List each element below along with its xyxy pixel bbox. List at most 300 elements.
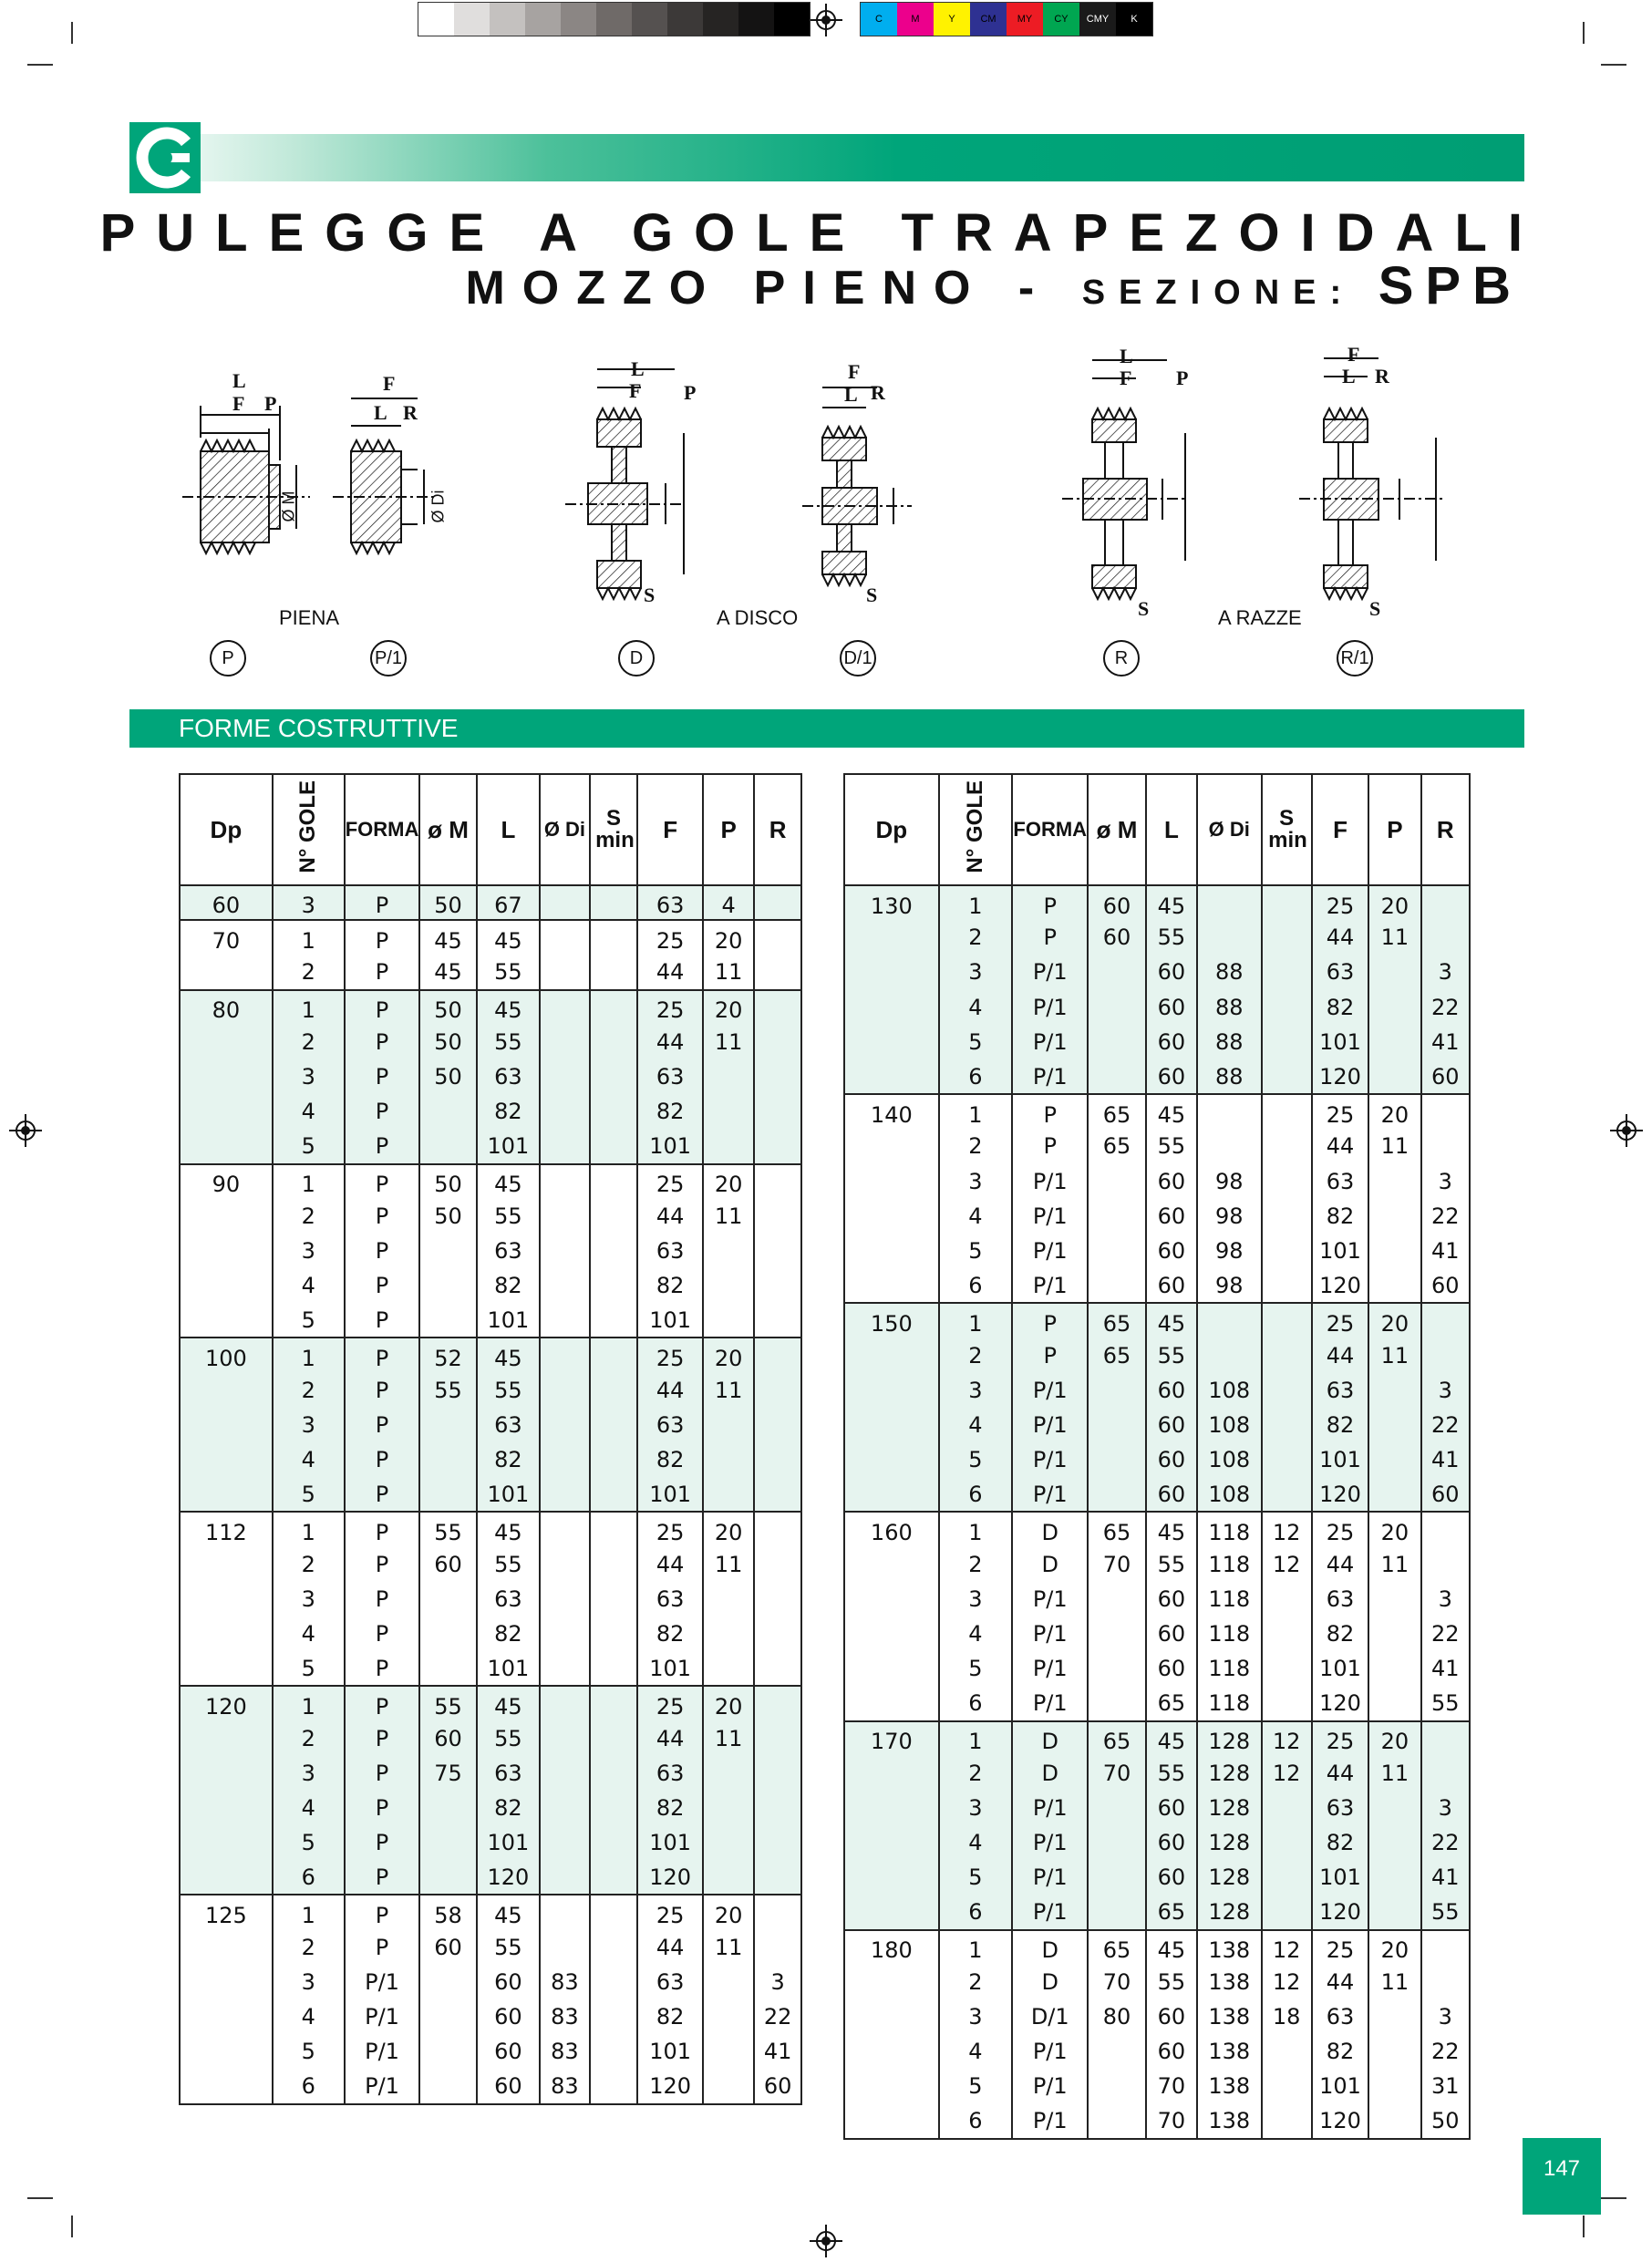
cell-l: 45 [477,990,541,1025]
cell-p [1368,2104,1420,2139]
cell-di: 128 [1197,1825,1261,1860]
cell-dp [180,1442,273,1477]
cell-f: 82 [637,1442,702,1477]
cell-smin [590,1338,638,1372]
table-row [180,1373,801,1408]
cell-m [1088,990,1145,1025]
cell-l: 45 [477,1686,541,1720]
cell-smin [1262,990,1312,1025]
cell-p [703,1791,754,1825]
dim-label-F: F [232,392,245,415]
dim-label-F: F [1347,343,1360,366]
cell-gole: 1 [939,1721,1013,1756]
dim-label-S: S [1369,597,1381,620]
cell-gole: 2 [273,1547,345,1582]
cell-l: 60 [1146,1268,1197,1303]
cell-gole: 3 [273,1234,345,1268]
cell-p [1368,1825,1420,1860]
cell-l: 67 [477,885,541,920]
cell-di [1197,920,1261,955]
dim-label-P: P [1176,367,1189,389]
table-row [180,1651,801,1686]
cell-m [1088,1408,1145,1442]
cell-smin [590,955,638,989]
cell-f: 101 [637,2034,702,2069]
cell-r: 60 [1421,1477,1470,1512]
table-row [844,1408,1470,1442]
cell-dp [844,1756,939,1791]
cell-r: 3 [1421,1582,1470,1616]
cell-l: 70 [1146,2104,1197,2139]
cell-di: 108 [1197,1442,1261,1477]
cell-forma: P [1012,1094,1088,1129]
cell-f: 101 [637,1303,702,1338]
cell-l: 60 [477,1965,541,1999]
cell-f: 101 [637,1129,702,1163]
cell-m: 80 [1088,1999,1145,2034]
subtitle-section-label: SEZIONE: [1081,274,1378,312]
cell-l: 60 [1146,1408,1197,1442]
cell-di [540,1825,590,1860]
cell-m [419,1791,476,1825]
crop-mark [27,64,53,66]
crop-mark [1583,22,1585,44]
cmyk-swatch: CY [1043,3,1079,36]
cell-p [703,1651,754,1686]
col-header-di: Ø Di [540,774,590,885]
cell-l: 60 [1146,1025,1197,1059]
cell-r [754,1408,801,1442]
cell-smin [1262,920,1312,955]
cell-f: 82 [637,1791,702,1825]
cell-f: 120 [1312,1059,1368,1094]
cell-r: 22 [1421,1825,1470,1860]
cell-f: 63 [1312,1791,1368,1825]
cell-forma: P [345,1721,420,1756]
cell-p [1368,1059,1420,1094]
cell-m [1088,1164,1145,1199]
cell-r [754,1059,801,1094]
cell-forma: P [345,1094,420,1129]
cell-p [703,1094,754,1129]
cell-r: 3 [1421,1373,1470,1408]
cell-r [1421,885,1470,920]
cell-r [1421,1547,1470,1582]
crop-mark [1583,2216,1585,2237]
cell-r [1421,1303,1470,1338]
table-row [844,1547,1470,1582]
cell-di: 138 [1197,1965,1261,1999]
cell-l: 60 [1146,1999,1197,2034]
cell-forma: P [1012,1303,1088,1338]
cell-smin [590,1129,638,1163]
crop-mark [1601,2197,1626,2199]
cell-di [540,1373,590,1408]
cell-gole: 1 [273,1895,345,1929]
cell-l: 60 [1146,990,1197,1025]
cell-f: 25 [1312,885,1368,920]
cell-m [419,1965,476,1999]
gray-swatch [703,3,738,36]
cell-p: 11 [1368,1547,1420,1582]
cell-f: 63 [637,1234,702,1268]
cell-forma: P [345,1303,420,1338]
group-label-a-razze: A RAZZE [1218,606,1302,629]
cell-gole: 1 [273,1338,345,1372]
cell-r [1421,1512,1470,1546]
cell-m [419,1825,476,1860]
table-row [844,1059,1470,1094]
cell-f: 120 [1312,1895,1368,1929]
cell-f: 120 [637,2069,702,2103]
cell-forma: P [345,1199,420,1234]
cell-smin [590,1442,638,1477]
cell-smin [1262,2069,1312,2103]
cell-di [540,1338,590,1372]
cell-l: 65 [1146,1895,1197,1929]
cell-f: 101 [1312,1234,1368,1268]
dimensions-table-right [843,773,1471,2140]
table-row [180,920,801,955]
cell-p: 20 [703,1164,754,1199]
cell-dp [844,1059,939,1094]
col-header-di: Ø Di [1197,774,1261,885]
cell-p: 11 [703,1025,754,1059]
cell-smin [590,1303,638,1338]
table-row [844,1094,1470,1129]
cell-l: 60 [1146,1825,1197,1860]
cell-l: 63 [477,1408,541,1442]
table-row [844,1999,1470,2034]
cell-dp: 100 [180,1338,273,1372]
cell-f: 25 [1312,1303,1368,1338]
cell-forma: P/1 [1012,1199,1088,1234]
cell-f: 63 [637,1408,702,1442]
cell-p [1368,2069,1420,2103]
cell-m: 60 [419,1547,476,1582]
diagram-r [1062,360,1185,599]
gray-swatch [632,3,667,36]
cell-dp [180,1999,273,2034]
cell-l: 60 [1146,2034,1197,2069]
cell-m [1088,1791,1145,1825]
col-header-n-gole [273,774,345,885]
table-row [844,1199,1470,1234]
cell-l: 60 [1146,955,1197,989]
cell-f: 63 [1312,1999,1368,2034]
cell-p [1368,1616,1420,1651]
cell-m [419,1860,476,1895]
cell-forma: D/1 [1012,1999,1088,2034]
cell-forma: P [345,1791,420,1825]
cell-smin [590,990,638,1025]
cell-gole: 4 [273,1791,345,1825]
cell-m [419,1234,476,1268]
cell-l: 101 [477,1129,541,1163]
table-row [844,955,1470,989]
cell-p: 20 [703,1338,754,1372]
cell-smin [590,1756,638,1791]
cell-smin [590,1616,638,1651]
cell-p: 20 [703,990,754,1025]
cell-l: 60 [1146,1373,1197,1408]
cell-smin [590,1860,638,1895]
dp-group [180,990,801,1164]
cell-di [540,885,590,920]
cell-gole: 1 [273,920,345,955]
cell-p [703,1860,754,1895]
cell-gole: 6 [273,2069,345,2103]
col-header-r: R [1421,774,1470,885]
cell-forma: P/1 [1012,1895,1088,1929]
cell-di [540,1651,590,1686]
cell-dp [844,1686,939,1720]
cell-m: 55 [419,1373,476,1408]
cell-dp [844,2034,939,2069]
cell-smin [590,1791,638,1825]
col-header-m: ø M [419,774,476,885]
table-row [844,1930,1470,1965]
cell-m: 65 [1088,1094,1145,1129]
gray-swatch [667,3,703,36]
cell-gole: 3 [939,1582,1013,1616]
cell-dp [844,1338,939,1372]
cell-di [540,1268,590,1303]
cell-forma: P/1 [1012,1791,1088,1825]
cell-r: 22 [1421,2034,1470,2069]
cell-smin [590,1651,638,1686]
cell-m [419,1582,476,1616]
cell-r: 3 [1421,1999,1470,2034]
cell-r: 22 [1421,1408,1470,1442]
cell-forma: P/1 [1012,1373,1088,1408]
cell-f: 25 [1312,1512,1368,1546]
cell-r: 22 [1421,1199,1470,1234]
cell-di: 83 [540,1999,590,2034]
cell-gole: 6 [939,2104,1013,2139]
cell-smin [590,2034,638,2069]
cell-forma: P [345,1651,420,1686]
cell-gole: 5 [273,1825,345,1860]
dim-label-L: L [232,369,246,392]
cell-dp [180,1756,273,1791]
table-row [844,2034,1470,2069]
cell-m: 65 [1088,1721,1145,1756]
cell-forma: P/1 [1012,2034,1088,2069]
cell-r [754,1442,801,1477]
cell-m: 50 [419,1025,476,1059]
cell-gole: 5 [273,1303,345,1338]
cell-m: 65 [1088,1129,1145,1163]
col-header-dp: Dp [844,774,939,885]
cell-forma: P/1 [1012,1651,1088,1686]
diagram-r1 [1299,358,1445,599]
cell-forma: P [345,955,420,989]
cmyk-swatch: CMY [1079,3,1116,36]
col-header-s-min-text: S min [1268,806,1307,852]
cell-di: 138 [1197,2104,1261,2139]
cell-dp [844,1129,939,1163]
table-row [180,1512,801,1546]
dim-label-L: L [844,383,858,406]
cell-l: 45 [477,1164,541,1199]
cell-forma: P [345,1059,420,1094]
cell-smin [590,1164,638,1199]
cell-di: 88 [1197,1025,1261,1059]
cell-forma: P [345,1512,420,1546]
cell-f: 63 [637,885,702,920]
cell-m: 75 [419,1756,476,1791]
cell-r: 3 [1421,1791,1470,1825]
cell-forma: P [345,1616,420,1651]
cell-l: 101 [477,1651,541,1686]
cell-dp: 125 [180,1895,273,1929]
table-row [844,1582,1470,1616]
cell-p [1368,1199,1420,1234]
cell-di: 138 [1197,2069,1261,2103]
gray-swatch [774,3,810,36]
cell-r [754,1199,801,1234]
cell-l: 45 [477,1512,541,1546]
cell-m [1088,1268,1145,1303]
col-header-n-gole [939,774,1013,885]
cell-m [1088,1477,1145,1512]
cell-forma: P [345,1338,420,1372]
cell-l: 60 [1146,1199,1197,1234]
cell-smin [1262,1442,1312,1477]
cell-gole: 2 [939,920,1013,955]
cell-di: 138 [1197,2034,1261,2069]
table-row [844,1234,1470,1268]
cell-gole: 3 [273,885,345,920]
cell-smin [1262,1268,1312,1303]
cell-r: 41 [1421,1442,1470,1477]
table-row [180,1756,801,1791]
crop-mark [71,22,73,44]
cell-di [540,1756,590,1791]
subtitle-hub: MOZZO PIENO - [465,262,1082,315]
table-row [180,1616,801,1651]
cell-forma: P/1 [1012,1825,1088,1860]
cell-gole: 4 [939,2034,1013,2069]
cell-di: 108 [1197,1477,1261,1512]
cell-p [1368,1686,1420,1720]
cell-p [703,1616,754,1651]
cell-r [754,990,801,1025]
cell-dp [844,1234,939,1268]
cell-dp [844,955,939,989]
cell-forma: P [345,1547,420,1582]
cell-r: 3 [1421,955,1470,989]
cell-r [754,1721,801,1756]
cell-p: 20 [1368,1303,1420,1338]
col-header-dp: Dp [180,774,273,885]
cell-f: 44 [1312,1129,1368,1163]
cell-di [540,1303,590,1338]
cell-di: 83 [540,2069,590,2103]
cell-di: 138 [1197,1999,1261,2034]
table-row [180,990,801,1025]
cell-forma: P [345,920,420,955]
cell-r [1421,1094,1470,1129]
cell-l: 60 [1146,1164,1197,1199]
cell-dp [180,1825,273,1860]
cell-p [703,1965,754,1999]
table-header-row [180,774,801,885]
cell-l: 63 [477,1234,541,1268]
cell-gole: 2 [939,1338,1013,1372]
cell-r [754,885,801,920]
cell-gole: 4 [939,1825,1013,1860]
cell-f: 120 [1312,1477,1368,1512]
cell-smin [1262,1303,1312,1338]
cell-r: 31 [1421,2069,1470,2103]
cmyk-swatch: K [1116,3,1152,36]
cell-di [540,1860,590,1895]
cell-gole: 3 [939,1791,1013,1825]
cell-di [540,1129,590,1163]
cell-l: 45 [477,920,541,955]
cell-smin [1262,885,1312,920]
cell-di: 98 [1197,1199,1261,1234]
cell-l: 55 [477,1199,541,1234]
cell-l: 55 [477,1547,541,1582]
cell-smin [1262,1094,1312,1129]
cell-gole: 4 [939,1408,1013,1442]
table-row [180,1930,801,1965]
cell-dp [844,1582,939,1616]
cell-m: 50 [419,1059,476,1094]
cell-f: 44 [637,1373,702,1408]
cell-f: 44 [637,1199,702,1234]
cell-f: 25 [637,1512,702,1546]
cell-r [754,1860,801,1895]
cell-m [1088,1373,1145,1408]
cell-smin: 12 [1262,1512,1312,1546]
dim-label-L: L [631,357,645,380]
dim-label-S: S [866,584,878,606]
diagram-p [182,406,310,553]
cell-m [1088,2104,1145,2139]
cell-gole: 5 [273,1129,345,1163]
page-subtitle [465,255,1523,316]
cell-smin: 12 [1262,1721,1312,1756]
cell-l: 63 [477,1582,541,1616]
cell-di [540,1791,590,1825]
registration-mark-icon [9,1114,42,1147]
cell-r [754,1303,801,1338]
cell-di [540,1686,590,1720]
cell-p [703,2069,754,2103]
cell-f: 82 [637,1268,702,1303]
cell-forma: P [345,1582,420,1616]
col-header-m: ø M [1088,774,1145,885]
cell-gole: 6 [273,1860,345,1895]
cell-dp [844,1999,939,2034]
cell-gole: 4 [273,1442,345,1477]
cell-l: 55 [477,1025,541,1059]
cell-l: 45 [477,1338,541,1372]
cell-dp [844,2069,939,2103]
cell-di: 128 [1197,1895,1261,1929]
cell-p [703,1582,754,1616]
cell-smin [1262,1860,1312,1895]
cell-di: 88 [1197,1059,1261,1094]
table-row [180,1791,801,1825]
cell-forma: P/1 [1012,1442,1088,1477]
cell-l: 55 [1146,920,1197,955]
cell-p [1368,1268,1420,1303]
